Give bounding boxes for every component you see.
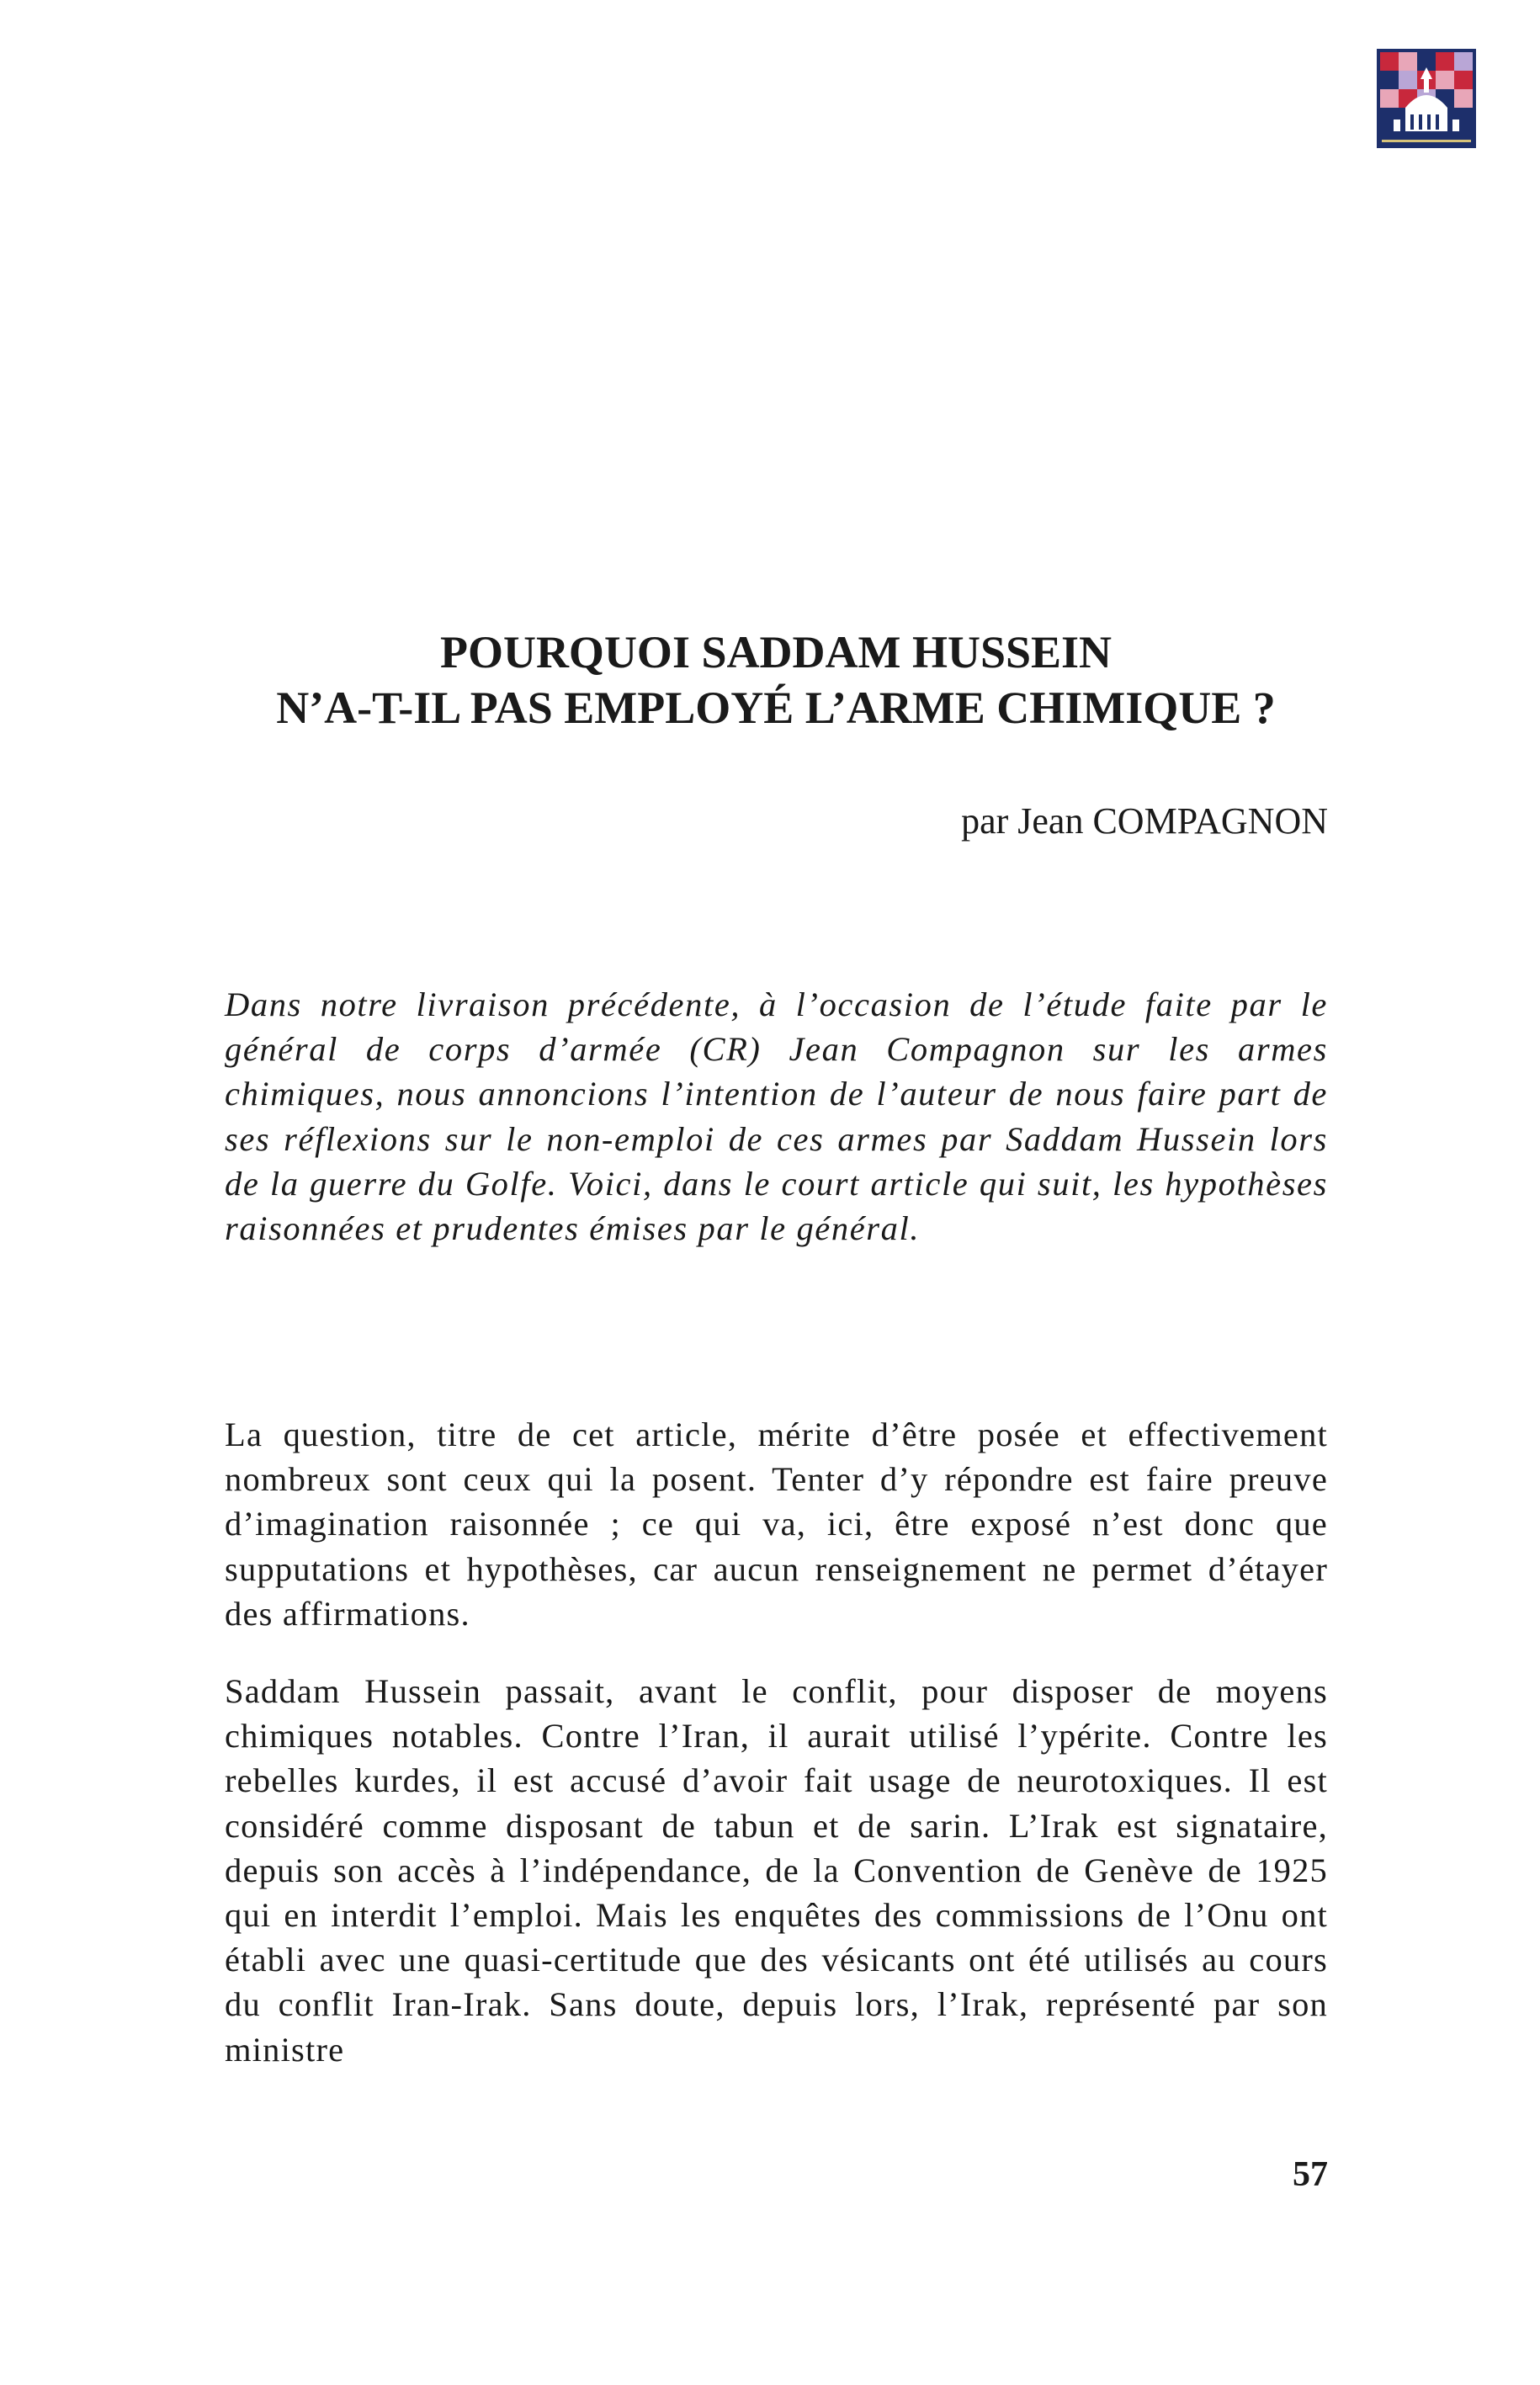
author-byline: par Jean COMPAGNON [961, 800, 1328, 842]
publisher-seal-icon [1377, 49, 1476, 148]
body-paragraph-2: Saddam Hussein passait, avant le conflit, pour disposer de moyens chimiques notables. Contre l’Iran, il aurait utilisé l’ypérite. Contre les rebelles kurdes, il est accusé d’avoir fait usage de neurotoxiques. Il est considéré comme disposant de tabun et de sarin. L’Irak est signataire, depuis son accès à l’indépendance, de la Convention de Genève de 1925 qui en interdit l’emploi. Mais les enquêtes des commissions de l’Onu ont établi avec une quasi-certitude que des vésicants ont été utilisés au cours du conflit Iran-Irak. Sans doute, depuis lors, l’Irak, représenté par son ministre [225, 1672, 1328, 2069]
article-title-line-1: POURQUOI SADDAM HUSSEIN [439, 627, 1113, 677]
publisher-logo [1377, 49, 1476, 148]
editorial-introduction: Dans notre livraison précédente, à l’occasion de l’étude faite par le général de corps d’armée (CR) Jean Compagnon sur les armes chimiques, nous annoncions l’intention de l’auteur de nous faire part de ses réflexions sur le non-emploi de ces armes par Saddam Hussein lors de la guerre du Golfe. Voici, dans le court article qui suit, les hypothèses raisonnées et prudentes émises par le général. [225, 985, 1328, 1248]
page-number: 57 [1293, 2155, 1328, 2194]
article-title-line-2: N’A-T-IL PAS EMPLOYÉ L’ARME CHIMIQUE ? [276, 683, 1276, 733]
body-paragraph-1: La question, titre de cet article, mérite d’être posée et effectivement nombreux sont ceux qui la posent. Tenter d’y répondre est faire preuve d’imagination raisonnée ; ce qui va, ici, être exposé n’est donc que supputations et hypothèses, car aucun renseignement ne permet d’étayer des affirmations. [225, 1416, 1328, 1633]
article-title [226, 624, 1326, 736]
